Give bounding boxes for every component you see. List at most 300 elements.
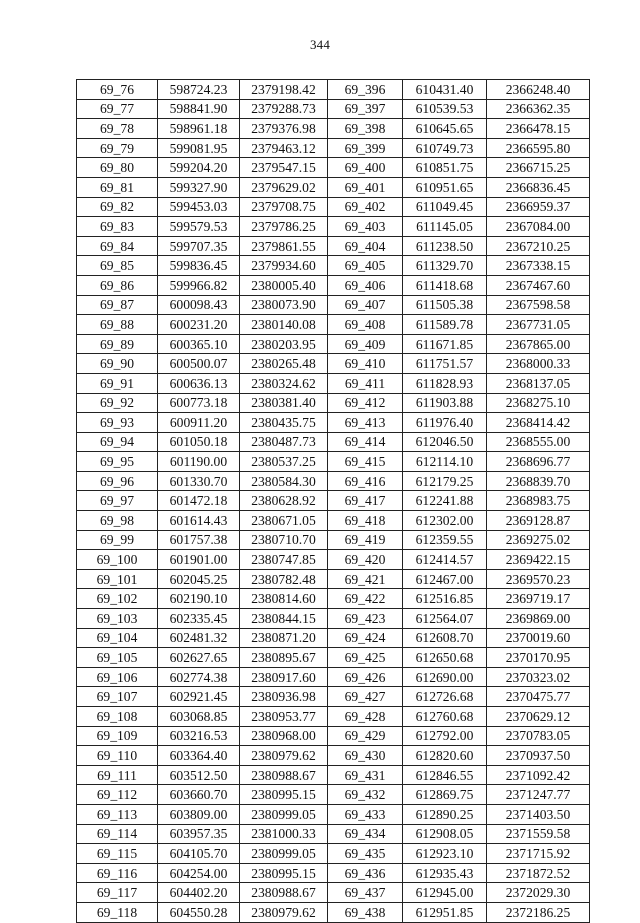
x-coordinate-cell: 601901.00 [158, 550, 240, 570]
point-id-cell: 69_411 [328, 373, 403, 393]
x-coordinate-cell: 612179.25 [403, 471, 487, 491]
x-coordinate-cell: 612846.55 [403, 765, 487, 785]
x-coordinate-cell: 610951.65 [403, 177, 487, 197]
point-id-cell: 69_88 [77, 315, 158, 335]
x-coordinate-cell: 612726.68 [403, 687, 487, 707]
x-coordinate-cell: 603809.00 [158, 804, 240, 824]
point-id-cell: 69_433 [328, 804, 403, 824]
y-coordinate-cell: 2368983.75 [487, 491, 590, 511]
y-coordinate-cell: 2380895.67 [240, 648, 328, 668]
point-id-cell: 69_430 [328, 746, 403, 766]
point-id-cell: 69_415 [328, 452, 403, 472]
y-coordinate-cell: 2370629.12 [487, 707, 590, 727]
x-coordinate-cell: 602774.38 [158, 667, 240, 687]
table-row [77, 177, 590, 197]
y-coordinate-cell: 2380584.30 [240, 471, 328, 491]
y-coordinate-cell: 2367598.58 [487, 295, 590, 315]
y-coordinate-cell: 2368414.42 [487, 413, 590, 433]
x-coordinate-cell: 600636.13 [158, 373, 240, 393]
y-coordinate-cell: 2367084.00 [487, 217, 590, 237]
y-coordinate-cell: 2371092.42 [487, 765, 590, 785]
point-id-cell: 69_81 [77, 177, 158, 197]
point-id-cell: 69_398 [328, 119, 403, 139]
table-row [77, 413, 590, 433]
y-coordinate-cell: 2371872.52 [487, 863, 590, 883]
y-coordinate-cell: 2380999.05 [240, 804, 328, 824]
point-id-cell: 69_118 [77, 902, 158, 922]
coordinates-table-body [77, 80, 590, 923]
y-coordinate-cell: 2380140.08 [240, 315, 328, 335]
y-coordinate-cell: 2379288.73 [240, 99, 328, 119]
y-coordinate-cell: 2371403.50 [487, 804, 590, 824]
x-coordinate-cell: 612467.00 [403, 569, 487, 589]
point-id-cell: 69_106 [77, 667, 158, 687]
point-id-cell: 69_104 [77, 628, 158, 648]
y-coordinate-cell: 2380999.05 [240, 844, 328, 864]
point-id-cell: 69_405 [328, 256, 403, 276]
table-row [77, 824, 590, 844]
x-coordinate-cell: 602627.65 [158, 648, 240, 668]
point-id-cell: 69_409 [328, 334, 403, 354]
x-coordinate-cell: 601190.00 [158, 452, 240, 472]
y-coordinate-cell: 2379198.42 [240, 80, 328, 100]
y-coordinate-cell: 2370937.50 [487, 746, 590, 766]
table-row [77, 315, 590, 335]
x-coordinate-cell: 612516.85 [403, 589, 487, 609]
x-coordinate-cell: 599836.45 [158, 256, 240, 276]
x-coordinate-cell: 603364.40 [158, 746, 240, 766]
y-coordinate-cell: 2380953.77 [240, 707, 328, 727]
x-coordinate-cell: 611976.40 [403, 413, 487, 433]
y-coordinate-cell: 2369422.15 [487, 550, 590, 570]
y-coordinate-cell: 2380381.40 [240, 393, 328, 413]
point-id-cell: 69_400 [328, 158, 403, 178]
x-coordinate-cell: 612890.25 [403, 804, 487, 824]
point-id-cell: 69_95 [77, 452, 158, 472]
y-coordinate-cell: 2368555.00 [487, 432, 590, 452]
table-row [77, 295, 590, 315]
y-coordinate-cell: 2379934.60 [240, 256, 328, 276]
x-coordinate-cell: 612923.10 [403, 844, 487, 864]
y-coordinate-cell: 2371247.77 [487, 785, 590, 805]
y-coordinate-cell: 2367210.25 [487, 236, 590, 256]
y-coordinate-cell: 2366959.37 [487, 197, 590, 217]
point-id-cell: 69_401 [328, 177, 403, 197]
x-coordinate-cell: 611329.70 [403, 256, 487, 276]
x-coordinate-cell: 604105.70 [158, 844, 240, 864]
x-coordinate-cell: 610851.75 [403, 158, 487, 178]
y-coordinate-cell: 2368137.05 [487, 373, 590, 393]
point-id-cell: 69_92 [77, 393, 158, 413]
x-coordinate-cell: 602481.32 [158, 628, 240, 648]
table-row [77, 334, 590, 354]
y-coordinate-cell: 2367731.05 [487, 315, 590, 335]
y-coordinate-cell: 2379629.02 [240, 177, 328, 197]
point-id-cell: 69_114 [77, 824, 158, 844]
point-id-cell: 69_418 [328, 511, 403, 531]
x-coordinate-cell: 612650.68 [403, 648, 487, 668]
point-id-cell: 69_397 [328, 99, 403, 119]
table-row [77, 687, 590, 707]
x-coordinate-cell: 600231.20 [158, 315, 240, 335]
y-coordinate-cell: 2380324.62 [240, 373, 328, 393]
point-id-cell: 69_82 [77, 197, 158, 217]
x-coordinate-cell: 604402.20 [158, 883, 240, 903]
x-coordinate-cell: 612046.50 [403, 432, 487, 452]
x-coordinate-cell: 612359.55 [403, 530, 487, 550]
point-id-cell: 69_87 [77, 295, 158, 315]
y-coordinate-cell: 2369128.87 [487, 511, 590, 531]
y-coordinate-cell: 2379861.55 [240, 236, 328, 256]
table-row [77, 569, 590, 589]
y-coordinate-cell: 2372186.25 [487, 902, 590, 922]
table-row [77, 844, 590, 864]
y-coordinate-cell: 2380988.67 [240, 883, 328, 903]
table-row [77, 667, 590, 687]
point-id-cell: 69_109 [77, 726, 158, 746]
x-coordinate-cell: 612760.68 [403, 707, 487, 727]
x-coordinate-cell: 612690.00 [403, 667, 487, 687]
y-coordinate-cell: 2379786.25 [240, 217, 328, 237]
point-id-cell: 69_89 [77, 334, 158, 354]
x-coordinate-cell: 600500.07 [158, 354, 240, 374]
y-coordinate-cell: 2380936.98 [240, 687, 328, 707]
point-id-cell: 69_115 [77, 844, 158, 864]
table-row [77, 158, 590, 178]
table-row [77, 393, 590, 413]
point-id-cell: 69_423 [328, 609, 403, 629]
y-coordinate-cell: 2367467.60 [487, 275, 590, 295]
point-id-cell: 69_116 [77, 863, 158, 883]
x-coordinate-cell: 602921.45 [158, 687, 240, 707]
y-coordinate-cell: 2371559.58 [487, 824, 590, 844]
x-coordinate-cell: 611589.78 [403, 315, 487, 335]
y-coordinate-cell: 2380747.85 [240, 550, 328, 570]
x-coordinate-cell: 601614.43 [158, 511, 240, 531]
x-coordinate-cell: 603957.35 [158, 824, 240, 844]
x-coordinate-cell: 611828.93 [403, 373, 487, 393]
x-coordinate-cell: 612608.70 [403, 628, 487, 648]
x-coordinate-cell: 599966.82 [158, 275, 240, 295]
y-coordinate-cell: 2380537.25 [240, 452, 328, 472]
y-coordinate-cell: 2370323.02 [487, 667, 590, 687]
x-coordinate-cell: 612302.00 [403, 511, 487, 531]
x-coordinate-cell: 612241.88 [403, 491, 487, 511]
y-coordinate-cell: 2379547.15 [240, 158, 328, 178]
x-coordinate-cell: 610749.73 [403, 138, 487, 158]
point-id-cell: 69_419 [328, 530, 403, 550]
x-coordinate-cell: 611505.38 [403, 295, 487, 315]
x-coordinate-cell: 610645.65 [403, 119, 487, 139]
x-coordinate-cell: 611671.85 [403, 334, 487, 354]
point-id-cell: 69_404 [328, 236, 403, 256]
y-coordinate-cell: 2370019.60 [487, 628, 590, 648]
y-coordinate-cell: 2369869.00 [487, 609, 590, 629]
y-coordinate-cell: 2367865.00 [487, 334, 590, 354]
x-coordinate-cell: 599579.53 [158, 217, 240, 237]
y-coordinate-cell: 2380871.20 [240, 628, 328, 648]
point-id-cell: 69_103 [77, 609, 158, 629]
y-coordinate-cell: 2368839.70 [487, 471, 590, 491]
table-row [77, 197, 590, 217]
x-coordinate-cell: 601330.70 [158, 471, 240, 491]
x-coordinate-cell: 612869.75 [403, 785, 487, 805]
table-row [77, 883, 590, 903]
y-coordinate-cell: 2366478.15 [487, 119, 590, 139]
point-id-cell: 69_396 [328, 80, 403, 100]
table-row [77, 589, 590, 609]
table-row [77, 99, 590, 119]
y-coordinate-cell: 2380782.48 [240, 569, 328, 589]
point-id-cell: 69_102 [77, 589, 158, 609]
y-coordinate-cell: 2380988.67 [240, 765, 328, 785]
page-number: 344 [309, 37, 331, 52]
y-coordinate-cell: 2366362.35 [487, 99, 590, 119]
x-coordinate-cell: 603660.70 [158, 785, 240, 805]
table-row [77, 804, 590, 824]
x-coordinate-cell: 602190.10 [158, 589, 240, 609]
point-id-cell: 69_403 [328, 217, 403, 237]
y-coordinate-cell: 2366248.40 [487, 80, 590, 100]
x-coordinate-cell: 601472.18 [158, 491, 240, 511]
point-id-cell: 69_414 [328, 432, 403, 452]
point-id-cell: 69_436 [328, 863, 403, 883]
x-coordinate-cell: 600365.10 [158, 334, 240, 354]
point-id-cell: 69_99 [77, 530, 158, 550]
point-id-cell: 69_107 [77, 687, 158, 707]
x-coordinate-cell: 598841.90 [158, 99, 240, 119]
table-row [77, 452, 590, 472]
x-coordinate-cell: 598724.23 [158, 80, 240, 100]
table-row [77, 373, 590, 393]
point-id-cell: 69_421 [328, 569, 403, 589]
x-coordinate-cell: 600773.18 [158, 393, 240, 413]
point-id-cell: 69_111 [77, 765, 158, 785]
y-coordinate-cell: 2380005.40 [240, 275, 328, 295]
x-coordinate-cell: 612951.85 [403, 902, 487, 922]
x-coordinate-cell: 603512.50 [158, 765, 240, 785]
point-id-cell: 69_412 [328, 393, 403, 413]
point-id-cell: 69_96 [77, 471, 158, 491]
point-id-cell: 69_117 [77, 883, 158, 903]
table-row [77, 765, 590, 785]
x-coordinate-cell: 603068.85 [158, 707, 240, 727]
table-row [77, 530, 590, 550]
coordinates-table [76, 79, 590, 923]
y-coordinate-cell: 2366715.25 [487, 158, 590, 178]
point-id-cell: 69_79 [77, 138, 158, 158]
point-id-cell: 69_113 [77, 804, 158, 824]
point-id-cell: 69_85 [77, 256, 158, 276]
table-row [77, 471, 590, 491]
x-coordinate-cell: 599081.95 [158, 138, 240, 158]
y-coordinate-cell: 2380814.60 [240, 589, 328, 609]
x-coordinate-cell: 603216.53 [158, 726, 240, 746]
y-coordinate-cell: 2370170.95 [487, 648, 590, 668]
y-coordinate-cell: 2369275.02 [487, 530, 590, 550]
y-coordinate-cell: 2369719.17 [487, 589, 590, 609]
x-coordinate-cell: 611145.05 [403, 217, 487, 237]
table-row [77, 785, 590, 805]
x-coordinate-cell: 612820.60 [403, 746, 487, 766]
table-row [77, 746, 590, 766]
point-id-cell: 69_90 [77, 354, 158, 374]
x-coordinate-cell: 604550.28 [158, 902, 240, 922]
y-coordinate-cell: 2366595.80 [487, 138, 590, 158]
x-coordinate-cell: 610539.53 [403, 99, 487, 119]
point-id-cell: 69_402 [328, 197, 403, 217]
point-id-cell: 69_408 [328, 315, 403, 335]
x-coordinate-cell: 611903.88 [403, 393, 487, 413]
y-coordinate-cell: 2380995.15 [240, 785, 328, 805]
table-row [77, 902, 590, 922]
y-coordinate-cell: 2380979.62 [240, 746, 328, 766]
x-coordinate-cell: 612414.57 [403, 550, 487, 570]
x-coordinate-cell: 599204.20 [158, 158, 240, 178]
x-coordinate-cell: 611751.57 [403, 354, 487, 374]
x-coordinate-cell: 611418.68 [403, 275, 487, 295]
table-row [77, 609, 590, 629]
point-id-cell: 69_407 [328, 295, 403, 315]
x-coordinate-cell: 611238.50 [403, 236, 487, 256]
point-id-cell: 69_427 [328, 687, 403, 707]
table-row [77, 119, 590, 139]
x-coordinate-cell: 602335.45 [158, 609, 240, 629]
point-id-cell: 69_431 [328, 765, 403, 785]
y-coordinate-cell: 2380628.92 [240, 491, 328, 511]
y-coordinate-cell: 2380073.90 [240, 295, 328, 315]
point-id-cell: 69_91 [77, 373, 158, 393]
x-coordinate-cell: 610431.40 [403, 80, 487, 100]
y-coordinate-cell: 2380917.60 [240, 667, 328, 687]
table-row [77, 138, 590, 158]
y-coordinate-cell: 2380710.70 [240, 530, 328, 550]
y-coordinate-cell: 2366836.45 [487, 177, 590, 197]
y-coordinate-cell: 2370475.77 [487, 687, 590, 707]
table-row [77, 648, 590, 668]
x-coordinate-cell: 612945.00 [403, 883, 487, 903]
x-coordinate-cell: 612792.00 [403, 726, 487, 746]
y-coordinate-cell: 2368696.77 [487, 452, 590, 472]
y-coordinate-cell: 2380671.05 [240, 511, 328, 531]
point-id-cell: 69_416 [328, 471, 403, 491]
point-id-cell: 69_112 [77, 785, 158, 805]
x-coordinate-cell: 599327.90 [158, 177, 240, 197]
table-row [77, 80, 590, 100]
y-coordinate-cell: 2369570.23 [487, 569, 590, 589]
table-row [77, 217, 590, 237]
table-row [77, 550, 590, 570]
point-id-cell: 69_410 [328, 354, 403, 374]
point-id-cell: 69_426 [328, 667, 403, 687]
y-coordinate-cell: 2379376.98 [240, 119, 328, 139]
x-coordinate-cell: 600098.43 [158, 295, 240, 315]
x-coordinate-cell: 612114.10 [403, 452, 487, 472]
point-id-cell: 69_406 [328, 275, 403, 295]
y-coordinate-cell: 2380203.95 [240, 334, 328, 354]
table-row [77, 726, 590, 746]
point-id-cell: 69_425 [328, 648, 403, 668]
point-id-cell: 69_413 [328, 413, 403, 433]
point-id-cell: 69_98 [77, 511, 158, 531]
table-row [77, 863, 590, 883]
y-coordinate-cell: 2380968.00 [240, 726, 328, 746]
point-id-cell: 69_429 [328, 726, 403, 746]
table-row [77, 491, 590, 511]
y-coordinate-cell: 2368275.10 [487, 393, 590, 413]
point-id-cell: 69_437 [328, 883, 403, 903]
table-row [77, 354, 590, 374]
point-id-cell: 69_80 [77, 158, 158, 178]
x-coordinate-cell: 611049.45 [403, 197, 487, 217]
point-id-cell: 69_420 [328, 550, 403, 570]
y-coordinate-cell: 2380487.73 [240, 432, 328, 452]
y-coordinate-cell: 2380979.62 [240, 902, 328, 922]
point-id-cell: 69_432 [328, 785, 403, 805]
point-id-cell: 69_86 [77, 275, 158, 295]
x-coordinate-cell: 612564.07 [403, 609, 487, 629]
point-id-cell: 69_399 [328, 138, 403, 158]
y-coordinate-cell: 2368000.33 [487, 354, 590, 374]
point-id-cell: 69_94 [77, 432, 158, 452]
table-row [77, 236, 590, 256]
x-coordinate-cell: 612935.43 [403, 863, 487, 883]
point-id-cell: 69_84 [77, 236, 158, 256]
y-coordinate-cell: 2380844.15 [240, 609, 328, 629]
y-coordinate-cell: 2372029.30 [487, 883, 590, 903]
table-row [77, 628, 590, 648]
x-coordinate-cell: 599707.35 [158, 236, 240, 256]
y-coordinate-cell: 2381000.33 [240, 824, 328, 844]
y-coordinate-cell: 2379463.12 [240, 138, 328, 158]
table-row [77, 707, 590, 727]
x-coordinate-cell: 612908.05 [403, 824, 487, 844]
point-id-cell: 69_422 [328, 589, 403, 609]
y-coordinate-cell: 2379708.75 [240, 197, 328, 217]
table-row [77, 432, 590, 452]
point-id-cell: 69_424 [328, 628, 403, 648]
point-id-cell: 69_93 [77, 413, 158, 433]
x-coordinate-cell: 604254.00 [158, 863, 240, 883]
table-row [77, 511, 590, 531]
point-id-cell: 69_77 [77, 99, 158, 119]
point-id-cell: 69_110 [77, 746, 158, 766]
table-row [77, 275, 590, 295]
y-coordinate-cell: 2380265.48 [240, 354, 328, 374]
point-id-cell: 69_83 [77, 217, 158, 237]
y-coordinate-cell: 2367338.15 [487, 256, 590, 276]
point-id-cell: 69_108 [77, 707, 158, 727]
x-coordinate-cell: 600911.20 [158, 413, 240, 433]
point-id-cell: 69_100 [77, 550, 158, 570]
point-id-cell: 69_78 [77, 119, 158, 139]
y-coordinate-cell: 2371715.92 [487, 844, 590, 864]
point-id-cell: 69_417 [328, 491, 403, 511]
x-coordinate-cell: 598961.18 [158, 119, 240, 139]
x-coordinate-cell: 601050.18 [158, 432, 240, 452]
y-coordinate-cell: 2380995.15 [240, 863, 328, 883]
y-coordinate-cell: 2380435.75 [240, 413, 328, 433]
x-coordinate-cell: 602045.25 [158, 569, 240, 589]
point-id-cell: 69_428 [328, 707, 403, 727]
table-row [77, 256, 590, 276]
point-id-cell: 69_434 [328, 824, 403, 844]
y-coordinate-cell: 2370783.05 [487, 726, 590, 746]
point-id-cell: 69_97 [77, 491, 158, 511]
point-id-cell: 69_438 [328, 902, 403, 922]
point-id-cell: 69_76 [77, 80, 158, 100]
point-id-cell: 69_101 [77, 569, 158, 589]
